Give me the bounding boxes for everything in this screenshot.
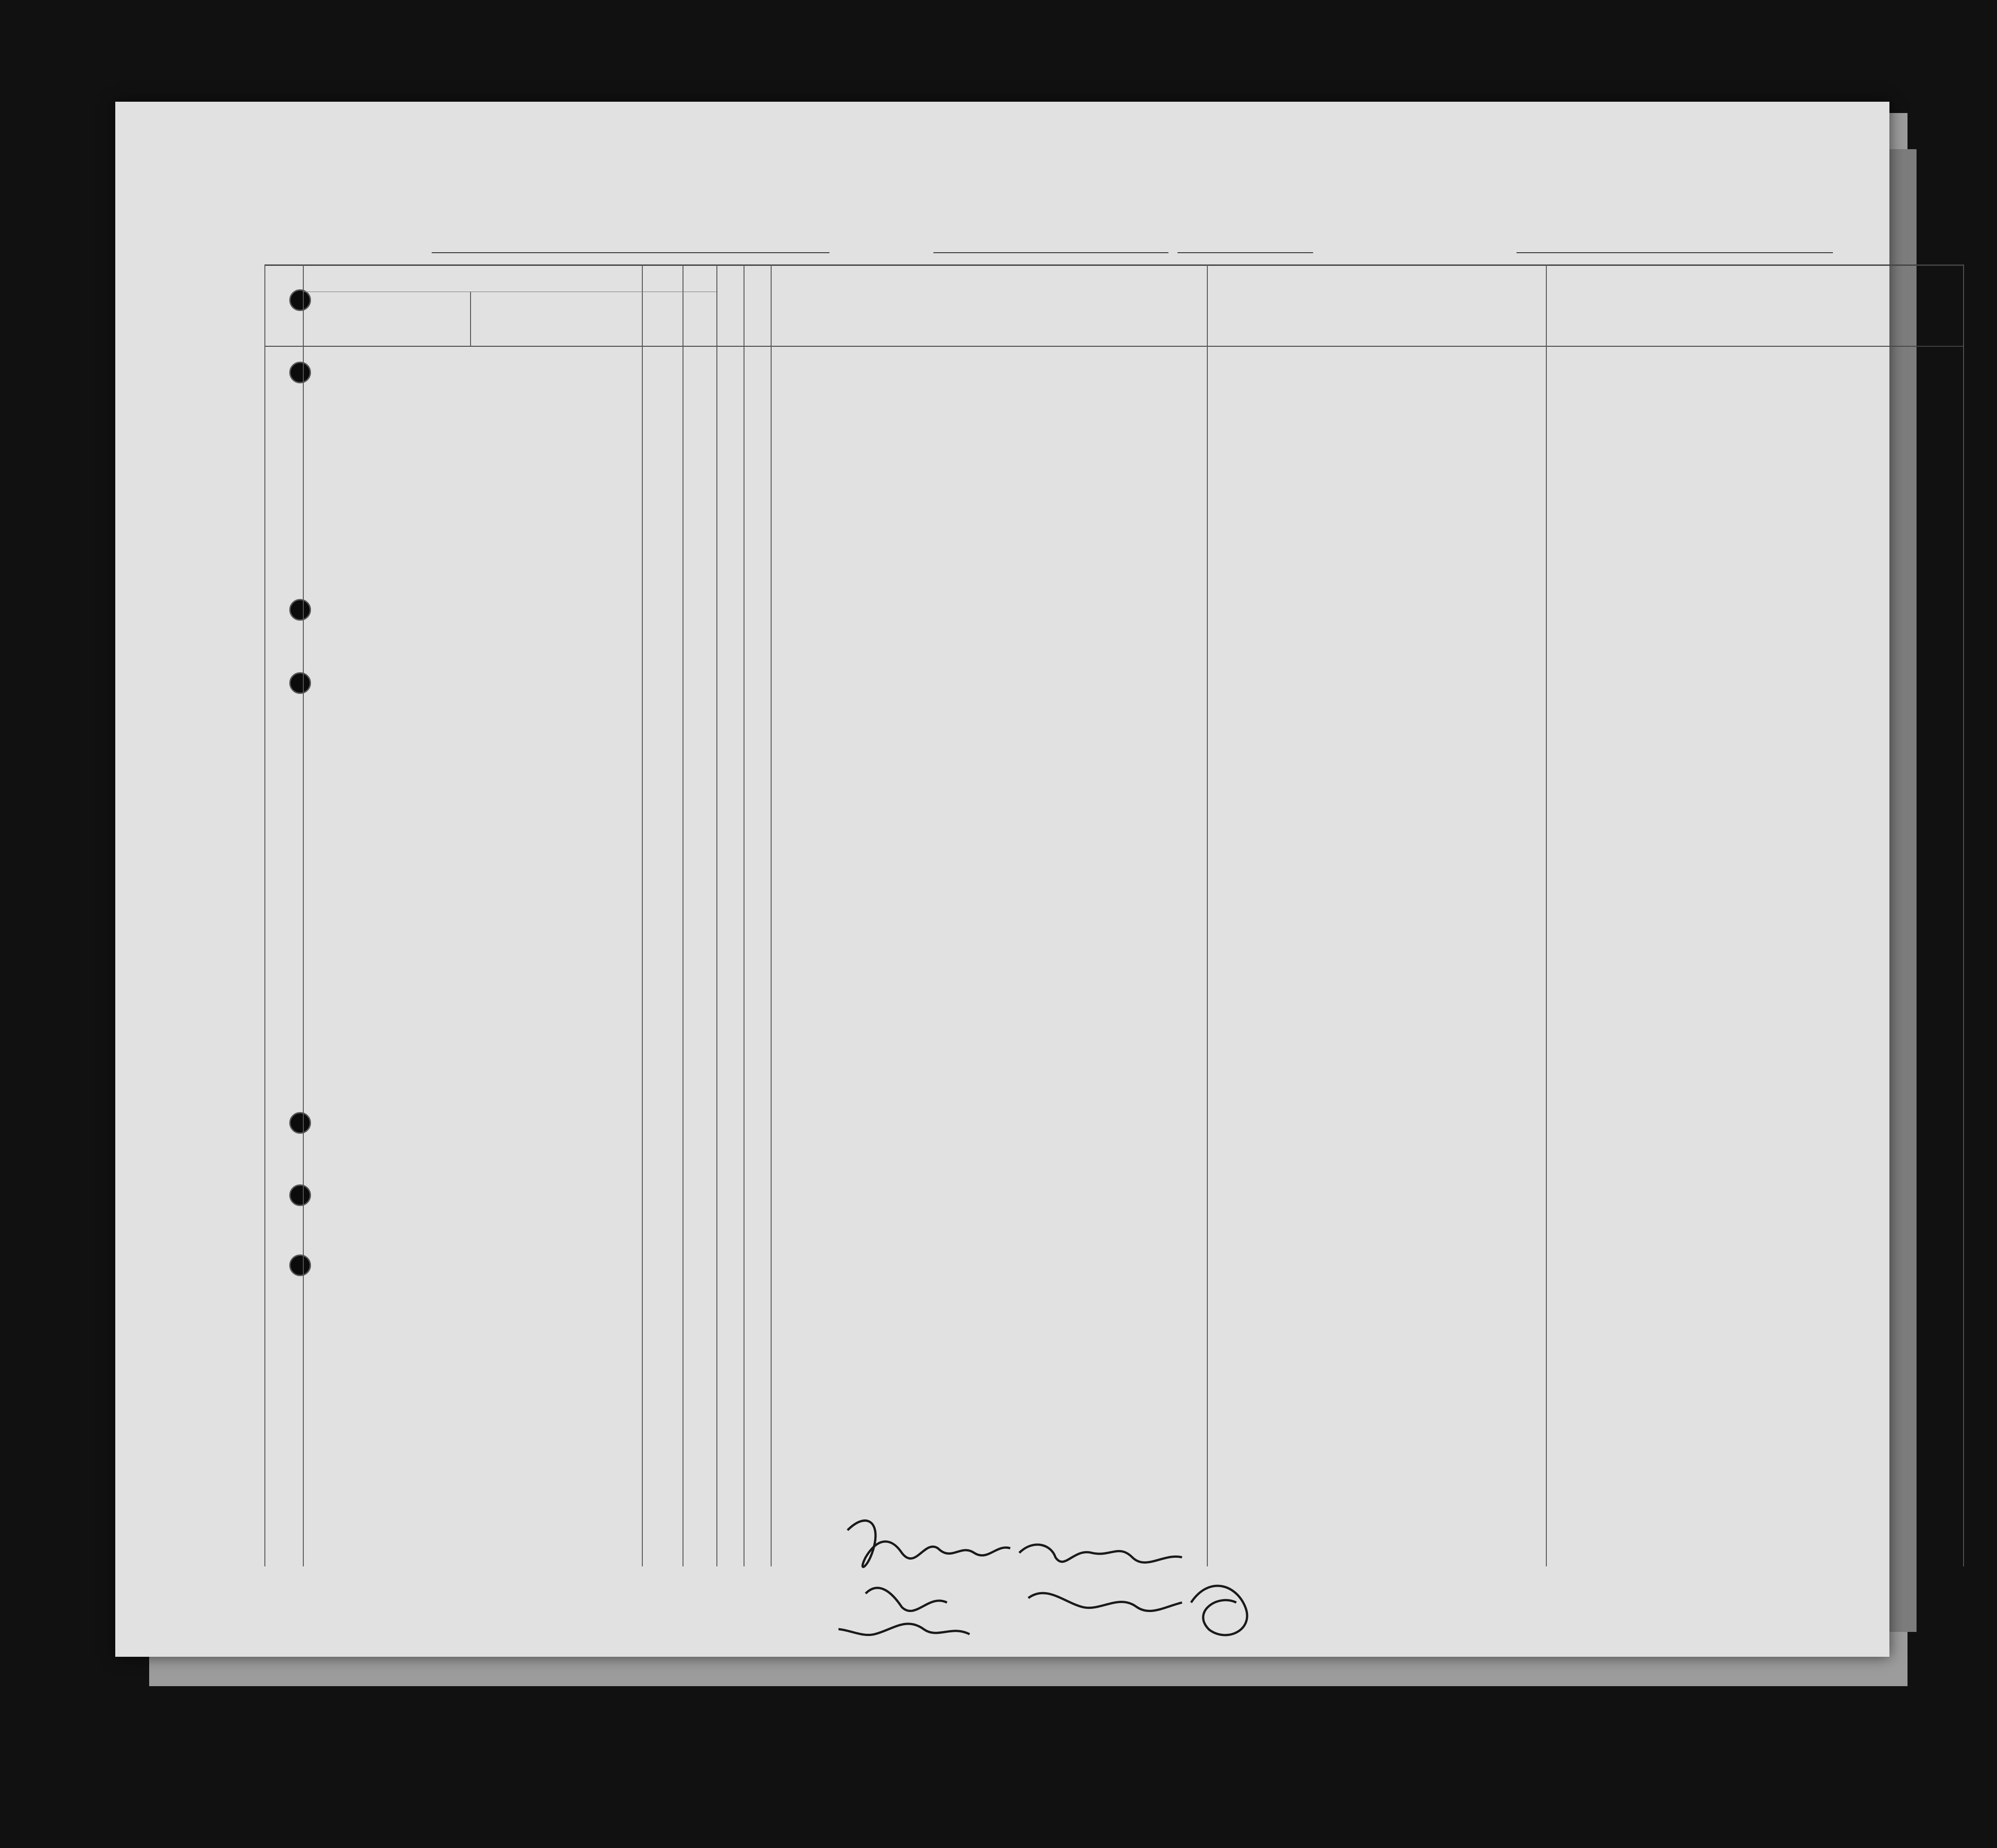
passenger-table [264, 264, 1964, 1566]
officer-signature [838, 1503, 1358, 1652]
manifest-sheet [115, 102, 1889, 1657]
